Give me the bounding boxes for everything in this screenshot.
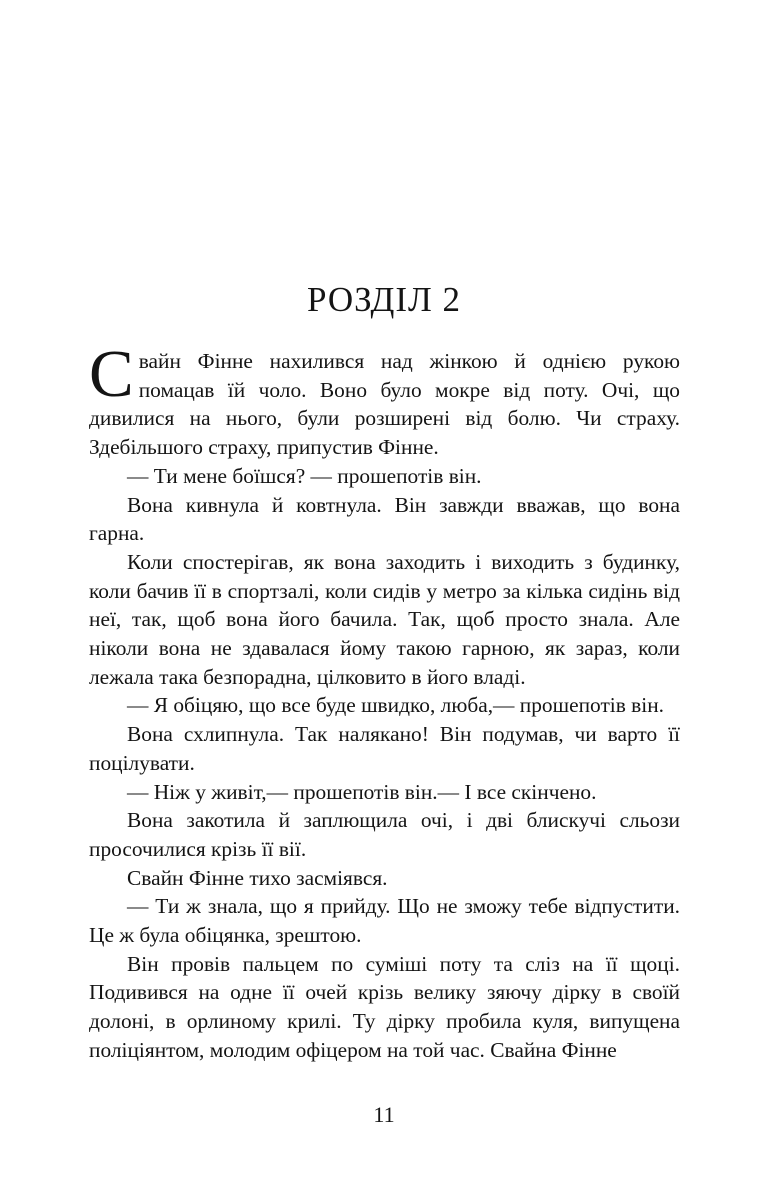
page-number: 11	[373, 1102, 395, 1127]
paragraph: — Ти мене боїшся? — прошепотів він.	[127, 463, 482, 488]
paragraph: Вона закотила й заплющила очі, і дві блискучі сльози просочилися крізь її вії.	[89, 808, 680, 861]
paragraph: — Ніж у живіт,— прошепотів він.— І все скінчено.	[127, 779, 597, 804]
paragraph: — Я обіцяю, що все буде швидко, люба,— прошепотів він.	[127, 693, 665, 718]
paragraph: Свайн Фінне нахилився над жінкою й однією рукою помацав їй чоло. Воно було мокре від поту. Очі, що дивилися на нього, були розширені від болю. Чи страху. Здебільшого страху, припустив Фінне.	[89, 337, 680, 460]
body-text	[89, 337, 680, 1065]
paragraph: Вона схлипнула. Так налякано! Він подумав, чи варто її поцілувати.	[89, 722, 680, 775]
paragraph: Він провів пальцем по суміші поту та сліз на її щоці. Подивився на одне її очей крізь велику зяючу дірку в своїй долоні, в орлиному крилі. Ту дірку пробила куля, випущена поліціянтом, молодим офіцером на той час. Свайна Фінне	[89, 951, 680, 1062]
paragraph: Вона кивнула й ковтнула. Він завжди вважав, що вона гарна.	[89, 492, 680, 546]
drop-cap: С	[89, 337, 134, 411]
paragraph: Коли спостерігав, як вона заходить і виходить з будинку, коли бачив її в спортзалі, коли сидів у метро за кілька сидінь від неї, так, щоб вона його бачила. Так, щоб просто знала. Але ніколи вона не здавалася йому такою гарною, як зараз, коли лежала така безпорадна, цілковито в його владі.	[89, 549, 680, 689]
paragraph: Свайн Фінне тихо засміявся.	[127, 865, 388, 890]
chapter-title: РОЗДІЛ 2	[306, 280, 462, 319]
paragraph: — Ти ж знала, що я прийду. Що не зможу тебе відпустити. Це ж була обіцянка, зрештою.	[89, 894, 680, 948]
